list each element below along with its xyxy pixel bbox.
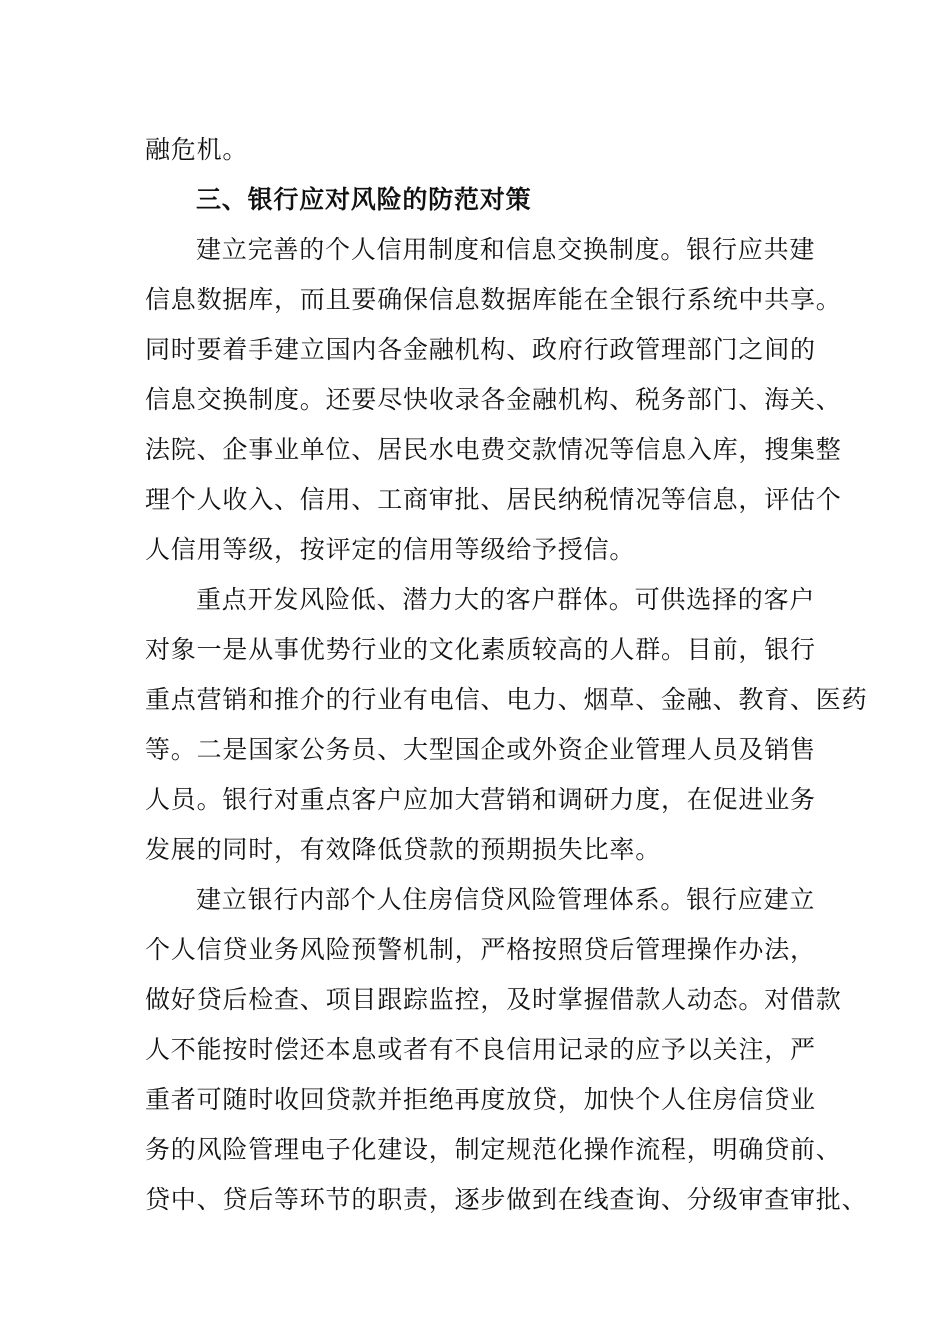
paragraph-line: 重者可随时收回贷款并拒绝再度放贷，加快个人住房信贷业 xyxy=(145,1085,816,1114)
paragraph-line: 务的风险管理电子化建设，制定规范化操作流程，明确贷前、 xyxy=(145,1135,842,1164)
paragraph-line: 等。二是国家公务员、大型国企或外资企业管理人员及销售 xyxy=(145,735,816,764)
section-heading: 三、银行应对风险的防范对策 xyxy=(196,185,532,214)
paragraph-line: 理个人收入、信用、工商审批、居民纳税情况等信息，评估个 xyxy=(145,485,842,514)
paragraph-line: 信息数据库，而且要确保信息数据库能在全银行系统中共享。 xyxy=(145,285,842,314)
paragraph-line: 人不能按时偿还本息或者有不良信用记录的应予以关注，严 xyxy=(145,1035,816,1064)
paragraph-line: 重点营销和推介的行业有电信、电力、烟草、金融、教育、医药 xyxy=(145,685,868,714)
paragraph-line: 人员。银行对重点客户应加大营销和调研力度，在促进业务 xyxy=(145,785,816,814)
paragraph-line: 建立完善的个人信用制度和信息交换制度。银行应共建 xyxy=(196,235,816,264)
paragraph-line: 法院、企事业单位、居民水电费交款情况等信息入库，搜集整 xyxy=(145,435,842,464)
paragraph-line: 个人信贷业务风险预警机制，严格按照贷后管理操作办法， xyxy=(145,935,816,964)
paragraph-line: 建立银行内部个人住房信贷风险管理体系。银行应建立 xyxy=(196,885,816,914)
paragraph-line: 同时要着手建立国内各金融机构、政府行政管理部门之间的 xyxy=(145,335,816,364)
paragraph-line: 发展的同时，有效降低贷款的预期损失比率。 xyxy=(145,835,662,864)
paragraph-line: 贷中、贷后等环节的职责，逐步做到在线查询、分级审查审批、 xyxy=(145,1185,868,1214)
paragraph-line: 重点开发风险低、潜力大的客户群体。可供选择的客户 xyxy=(196,585,816,614)
paragraph-line: 做好贷后检查、项目跟踪监控，及时掌握借款人动态。对借款 xyxy=(145,985,842,1014)
paragraph-line: 信息交换制度。还要尽快收录各金融机构、税务部门、海关、 xyxy=(145,385,842,414)
paragraph-line: 人信用等级，按评定的信用等级给予授信。 xyxy=(145,535,636,564)
paragraph-line: 对象一是从事优势行业的文化素质较高的人群。目前，银行 xyxy=(145,635,816,664)
paragraph-continuation-line: 融危机。 xyxy=(145,135,249,164)
